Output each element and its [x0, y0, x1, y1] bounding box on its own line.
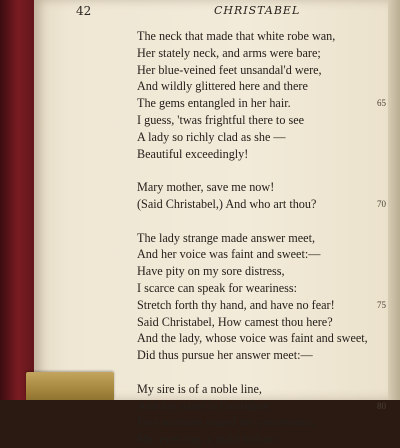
poem-line-text: Said Christabel, How camest thou here? [137, 314, 333, 329]
poem-line-text: Five warriors seized me yestermorn, [137, 415, 315, 430]
poem-line [137, 297, 400, 314]
poem-line [137, 431, 400, 448]
line-number: 65 [377, 98, 386, 109]
poem-line-text: A lady so richly clad as she — [137, 129, 286, 144]
poem-line-text: Beautiful exceedingly! [137, 146, 249, 161]
poem-line [137, 280, 400, 297]
line-number: 70 [377, 198, 386, 209]
poem-line-text: Her blue-veined feet unsandal'd were, [137, 62, 322, 77]
poem-line-text: And wildly glittered here and there [137, 79, 308, 94]
poem-line-text: The gems entangled in her hair. [137, 96, 291, 111]
poem-line-text: Mary mother, save me now! [137, 180, 275, 195]
line-number: 75 [377, 299, 386, 310]
poem-line [137, 28, 400, 45]
poem-line-text: And my name is Geraldine: [137, 398, 272, 413]
poem-line [137, 179, 400, 196]
poem-line [137, 146, 400, 163]
poem-line [137, 230, 400, 247]
page-number: 42 [76, 4, 92, 18]
stanza-break [137, 162, 400, 179]
poem-line-text: (Said Christabel,) And who art thou? [137, 196, 317, 211]
poem-line-text: And her voice was faint and sweet:— [137, 247, 321, 262]
poem-line [137, 381, 400, 398]
poem-line-text: My sire is of a noble line, [137, 381, 262, 396]
poem-line-text: The lady strange made answer meet, [137, 230, 315, 245]
poem-line [137, 95, 400, 112]
poem-line [137, 78, 400, 95]
poem-line-text: And the lady, whose voice was faint and sweet, [137, 331, 368, 346]
poem-line-text: I scarce can speak for weariness: [137, 280, 298, 295]
poem-line-text: Me, even me, a maid forlorn: [137, 432, 280, 447]
poem-line-text: Did thus pursue her answer meet:— [137, 348, 313, 363]
page-header [34, 4, 390, 22]
poem-line-text: Her stately neck, and arms were bare; [137, 45, 321, 60]
poem-line [137, 45, 400, 62]
poem-line-text: Have pity on my sore distress, [137, 264, 285, 279]
poem-line [137, 314, 400, 331]
poem-line [137, 414, 400, 431]
book-page [34, 0, 390, 447]
stanza-break [137, 213, 400, 230]
poem-line [137, 129, 400, 146]
running-title: CHRISTABEL [214, 4, 301, 17]
poem-line [137, 263, 400, 280]
bookmark [26, 372, 114, 400]
line-number: 80 [377, 400, 386, 411]
page-stack-edge [388, 0, 400, 400]
poem-text [137, 28, 400, 448]
poem-line [137, 62, 400, 79]
poem-line [137, 112, 400, 129]
poem-line-text: Stretch forth thy hand, and have no fear! [137, 297, 335, 312]
poem-line [137, 398, 400, 415]
poem-line [137, 330, 400, 347]
poem-line-text: The neck that made that white robe wan, [137, 29, 336, 43]
poem-line [137, 246, 400, 263]
poem-line [137, 196, 400, 213]
poem-line [137, 347, 400, 364]
stanza-break [137, 364, 400, 381]
poem-line-text: I guess, 'twas frightful there to see [137, 112, 305, 127]
